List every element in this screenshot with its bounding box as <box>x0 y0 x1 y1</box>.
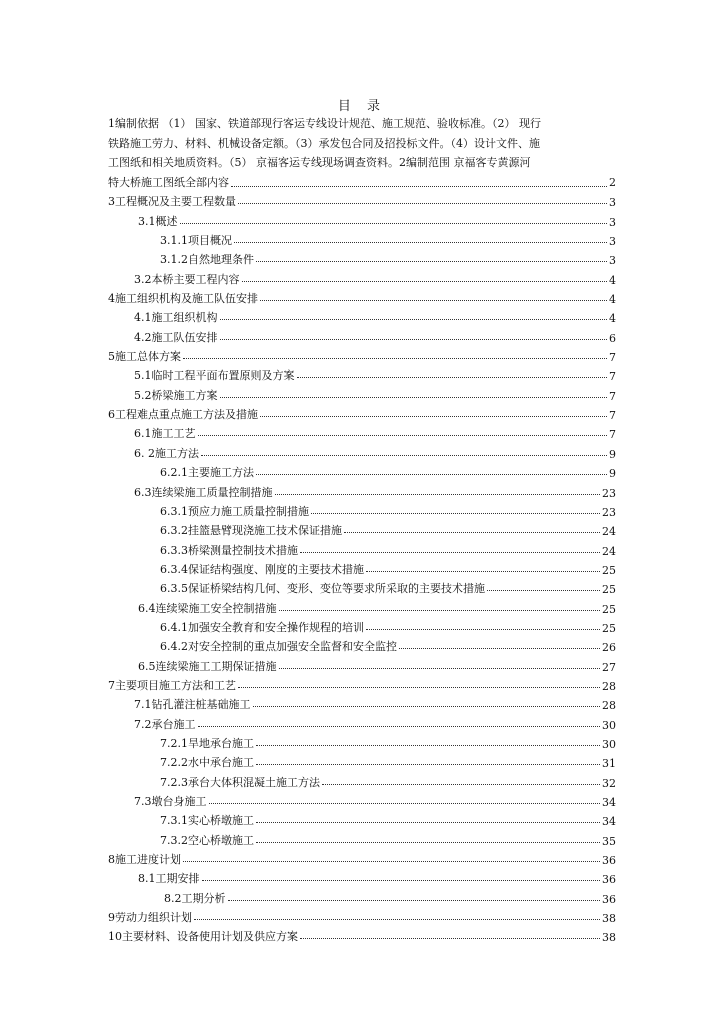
toc-entry-title: 6.3连续梁施工质量控制措施 <box>134 485 273 499</box>
toc-entry-title: 5.2桥梁施工方案 <box>134 388 218 402</box>
toc-entry-page: 3 <box>609 215 616 229</box>
toc-entry-page: 25 <box>602 621 616 635</box>
toc-entry-page: 30 <box>602 737 616 751</box>
toc-entry[interactable] <box>108 190 616 209</box>
toc-entry-title: 6.3.4保证结构强度、刚度的主要技术措施 <box>160 562 364 576</box>
toc-entry-title: 6.5连续梁施工工期保证措施 <box>138 659 277 673</box>
dot-leader <box>256 842 600 843</box>
dot-leader <box>399 648 600 649</box>
dot-leader <box>256 745 600 746</box>
toc-entry-title: 8.2工期分析 <box>164 891 226 905</box>
toc-entry-title: 5.1临时工程平面布置原则及方案 <box>134 369 295 383</box>
toc-entry-page: 34 <box>602 815 616 829</box>
toc-entry-page: 7 <box>609 389 616 403</box>
toc-entry-title: 8.1工期安排 <box>138 872 200 886</box>
toc-entry-page: 7 <box>609 370 616 384</box>
toc-entry-page: 38 <box>602 912 616 926</box>
dot-leader <box>220 397 608 398</box>
dot-leader <box>344 532 600 533</box>
page-title: 目 录 <box>337 99 387 114</box>
toc-entry-title: 4.1施工组织机构 <box>134 311 218 325</box>
dot-leader <box>198 435 608 436</box>
toc-entry[interactable] <box>108 441 616 460</box>
dot-leader <box>183 861 600 862</box>
toc-entry-title: 6.4.2对安全控制的重点加强安全监督和安全监控 <box>160 640 397 654</box>
toc-entry-title: 6.2.1主要施工方法 <box>160 466 254 480</box>
toc-entry-title: 3.1.1项目概况 <box>160 234 232 248</box>
toc-entry-title: 7.3.2空心桥墩施工 <box>160 833 254 847</box>
toc-entry-title: 4施工组织机构及施工队伍安排 <box>108 292 258 306</box>
dot-leader <box>253 706 601 707</box>
dot-leader <box>198 726 601 727</box>
toc-entry-page: 28 <box>602 679 616 693</box>
toc-entry[interactable] <box>108 248 616 267</box>
intro-line-3-text: 工图纸和相关地质资料。（5） 京福客运专线现场调查资料。2编制范围 京福客专黄源河 <box>108 156 531 169</box>
toc-entry-page: 27 <box>602 660 616 674</box>
toc-entry-page: 25 <box>602 602 616 616</box>
toc-entry[interactable] <box>108 267 616 286</box>
table-of-contents <box>108 190 616 944</box>
dot-leader <box>242 281 608 282</box>
toc-entry-page: 6 <box>609 331 616 345</box>
dot-leader <box>275 494 601 495</box>
toc-entry-title: 7.2.2水中承台施工 <box>160 756 254 770</box>
intro-line-4-text: 特大桥施工图纸全部内容 <box>108 175 229 189</box>
dot-leader <box>279 668 601 669</box>
toc-entry-page: 28 <box>602 699 616 713</box>
toc-entry[interactable] <box>108 809 616 828</box>
dot-leader <box>202 880 601 881</box>
toc-entry[interactable] <box>108 751 616 770</box>
toc-entry[interactable] <box>108 403 616 422</box>
dot-leader <box>260 416 607 417</box>
toc-entry[interactable] <box>108 732 616 751</box>
toc-entry[interactable] <box>108 383 616 402</box>
toc-entry[interactable] <box>108 886 616 905</box>
dot-leader <box>256 764 600 765</box>
toc-entry-title: 5施工总体方案 <box>108 350 181 364</box>
toc-entry-title: 6. 2施工方法 <box>134 446 199 460</box>
toc-entry[interactable] <box>108 596 616 615</box>
toc-entry-title: 6.4.1加强安全教育和安全操作规程的培训 <box>160 620 364 634</box>
toc-entry[interactable] <box>108 519 616 538</box>
toc-entry[interactable] <box>108 770 616 789</box>
dot-leader <box>220 319 608 320</box>
toc-entry-page: 24 <box>602 525 616 539</box>
toc-entry-page: 23 <box>602 505 616 519</box>
toc-entry[interactable] <box>108 345 616 364</box>
dot-leader <box>180 223 608 224</box>
dot-leader <box>201 455 607 456</box>
dot-leader <box>209 803 601 804</box>
toc-entry[interactable] <box>108 364 616 383</box>
toc-entry[interactable] <box>108 287 616 306</box>
dot-leader <box>220 339 608 340</box>
toc-entry-title: 3.1.2自然地理条件 <box>160 253 254 267</box>
toc-entry-title: 10主要材料、设备使用计划及供应方案 <box>108 930 298 944</box>
toc-entry-title: 7.1钻孔灌注桩基础施工 <box>134 698 251 712</box>
toc-entry-title: 7.3.1实心桥墩施工 <box>160 814 254 828</box>
toc-entry-title: 7.2承台施工 <box>134 717 196 731</box>
toc-entry-page: 23 <box>602 486 616 500</box>
intro-line-2 <box>108 134 616 154</box>
toc-entry-page: 9 <box>609 467 616 481</box>
dot-leader <box>322 784 600 785</box>
dot-leader <box>231 173 607 188</box>
toc-entry[interactable] <box>108 654 616 673</box>
dot-leader <box>487 590 600 591</box>
toc-entry[interactable] <box>108 790 616 809</box>
dot-leader <box>260 300 607 301</box>
toc-entry[interactable] <box>108 616 616 635</box>
page-number: 2 <box>609 175 616 189</box>
toc-entry-page: 32 <box>602 776 616 790</box>
toc-entry[interactable] <box>108 848 616 867</box>
dot-leader <box>194 919 600 920</box>
dot-leader <box>228 900 601 901</box>
toc-entry-page: 38 <box>602 931 616 945</box>
toc-entry-title: 6.4连续梁施工安全控制措施 <box>138 601 277 615</box>
toc-entry[interactable] <box>108 229 616 248</box>
toc-entry-page: 25 <box>602 583 616 597</box>
toc-entry[interactable] <box>108 500 616 519</box>
toc-entry-page: 30 <box>602 718 616 732</box>
toc-entry[interactable] <box>108 422 616 441</box>
dot-leader <box>300 938 600 939</box>
toc-entry-page: 36 <box>602 873 616 887</box>
toc-entry-title: 3.2本桥主要工程内容 <box>134 272 240 286</box>
dot-leader <box>256 822 600 823</box>
toc-entry[interactable] <box>108 461 616 480</box>
toc-entry[interactable] <box>108 577 616 596</box>
toc-entry-page: 36 <box>602 892 616 906</box>
toc-entry-title: 6.1施工工艺 <box>134 427 196 441</box>
dot-leader <box>256 261 607 262</box>
toc-entry-title: 3.1概述 <box>138 214 178 228</box>
dot-leader <box>238 687 600 688</box>
toc-entry[interactable] <box>108 209 616 228</box>
toc-entry-title: 6.3.2挂篮悬臂现浇施工技术保证措施 <box>160 524 342 538</box>
toc-entry-page: 35 <box>602 834 616 848</box>
toc-entry-title: 6.3.5保证桥梁结构几何、变形、变位等要求所采取的主要技术措施 <box>160 582 485 596</box>
toc-entry-page: 36 <box>602 854 616 868</box>
toc-entry-title: 6.3.1预应力施工质量控制措施 <box>160 504 309 518</box>
toc-entry[interactable] <box>108 558 616 577</box>
toc-intro-paragraph <box>108 114 616 192</box>
toc-entry-title: 9劳动力组织计划 <box>108 911 192 925</box>
toc-entry-page: 7 <box>609 351 616 365</box>
toc-entry-page: 7 <box>609 428 616 442</box>
toc-entry-page: 3 <box>609 235 616 249</box>
toc-entry[interactable] <box>108 538 616 557</box>
toc-entry-page: 24 <box>602 544 616 558</box>
toc-entry-page: 34 <box>602 796 616 809</box>
toc-entry[interactable] <box>108 693 616 712</box>
intro-line-1-text: 1编制依据 （1） 国家、铁道部现行客运专线设计规范、施工规范、验收标准。（2） 现行 <box>108 117 541 130</box>
dot-leader <box>238 203 607 204</box>
toc-entry-page: 31 <box>602 757 616 771</box>
toc-entry-title: 7主要项目施工方法和工艺 <box>108 678 236 692</box>
toc-entry-page: 3 <box>609 254 616 268</box>
dot-leader <box>311 513 600 514</box>
intro-line-2-text: 铁路施工劳力、材料、机械设备定额。（3）承发包合同及招投标文件。（4）设计文件、施 <box>108 136 540 150</box>
toc-entry[interactable] <box>108 906 616 925</box>
toc-entry-page: 9 <box>609 447 616 461</box>
toc-entry-title: 6工程难点重点施工方法及措施 <box>108 408 258 422</box>
toc-entry-page: 25 <box>602 563 616 577</box>
dot-leader <box>366 571 600 572</box>
toc-entry-page: 4 <box>609 273 616 287</box>
dot-leader <box>297 377 608 378</box>
toc-entry-page: 3 <box>609 196 616 210</box>
toc-entry[interactable] <box>108 325 616 344</box>
toc-entry[interactable] <box>108 712 616 731</box>
toc-entry-page: 26 <box>602 641 616 655</box>
toc-entry[interactable] <box>108 828 616 847</box>
toc-entry-title: 3工程概况及主要工程数量 <box>108 195 236 209</box>
toc-entry-title: 6.3.3桥梁测量控制技术措施 <box>160 543 298 557</box>
dot-leader <box>256 474 607 475</box>
dot-leader <box>300 552 600 553</box>
toc-entry-title: 7.3墩台身施工 <box>134 795 207 808</box>
toc-entry[interactable] <box>108 674 616 693</box>
intro-line-1 <box>108 114 616 134</box>
intro-line-3 <box>108 153 616 173</box>
toc-entry[interactable] <box>108 867 616 886</box>
dot-leader <box>183 358 607 359</box>
toc-entry[interactable] <box>108 480 616 499</box>
dot-leader <box>234 242 607 243</box>
toc-entry-page: 4 <box>609 312 616 326</box>
toc-entry[interactable] <box>108 306 616 325</box>
dot-leader <box>279 610 601 611</box>
toc-entry[interactable] <box>108 635 616 654</box>
toc-entry[interactable] <box>108 925 616 944</box>
toc-entry-page: 7 <box>609 409 616 423</box>
toc-entry-page: 4 <box>609 293 616 307</box>
toc-entry-title: 7.2.3承台大体积混凝土施工方法 <box>160 775 320 789</box>
toc-entry-title: 8施工进度计划 <box>108 853 181 867</box>
dot-leader <box>366 629 600 630</box>
toc-entry-title: 4.2施工队伍安排 <box>134 330 218 344</box>
toc-entry-title: 7.2.1旱地承台施工 <box>160 736 254 750</box>
